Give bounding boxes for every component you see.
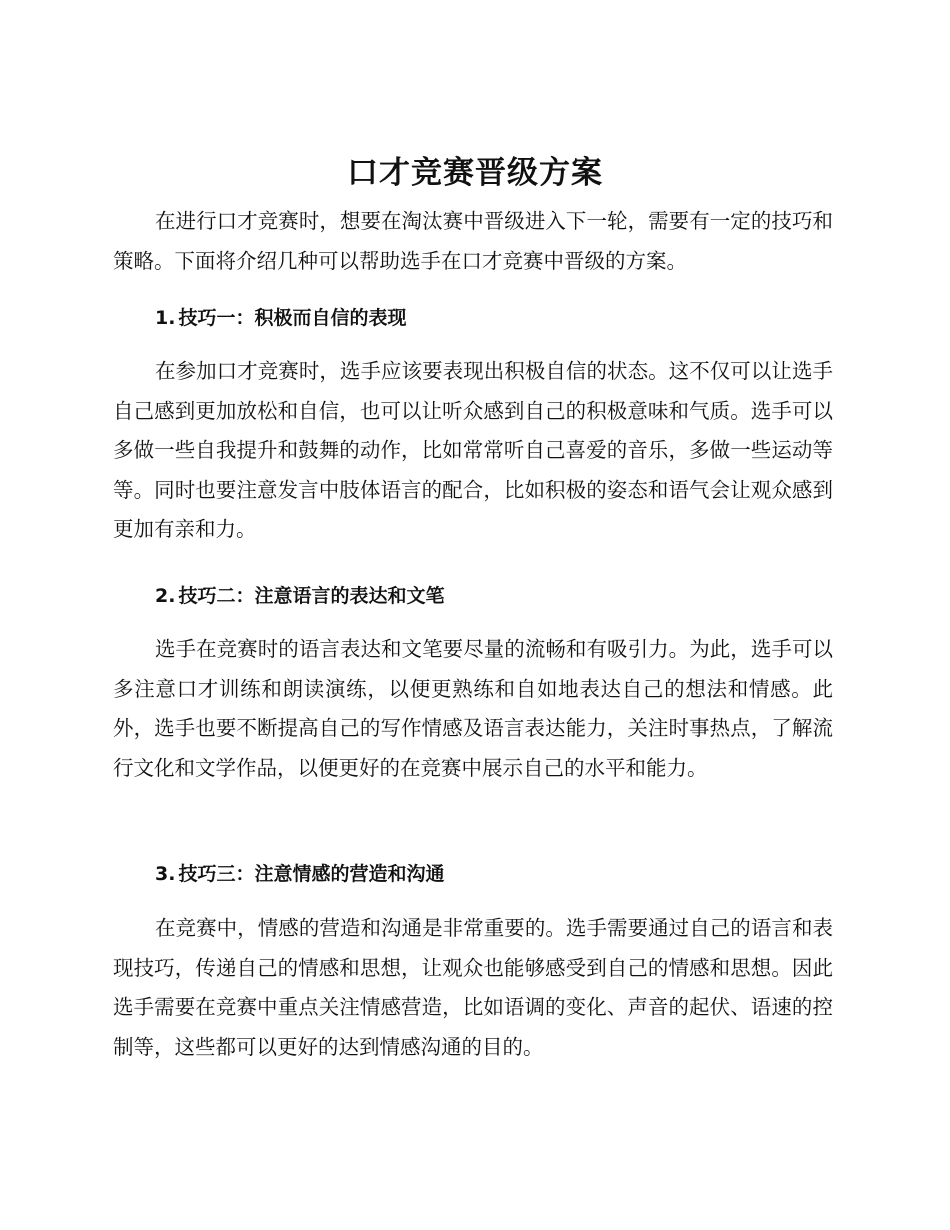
- section-2-heading: [155, 581, 835, 611]
- section-2-number: 2.: [155, 585, 176, 607]
- section-1-title: 技巧一：积极而自信的表现: [178, 307, 407, 329]
- section-1-heading: [155, 303, 835, 333]
- document-title: 口才竞赛晋级方案: [347, 155, 603, 191]
- section-3-paragraph: 在竞赛中，情感的营造和沟通是非常重要的。选手需要通过自己的语言和表现技巧，传递自己的情感和思想，让观众也能够感受到自己的情感和思想。因此选手需要在竞赛中重点关注情感营造，比如语调的变化、声音的起伏、语速的控制等，这些都可以更好的达到情感沟通的目的。: [113, 916, 833, 1059]
- section-2-title: 技巧二：注意语言的表达和文笔: [178, 585, 445, 607]
- section-3-heading: [155, 859, 835, 889]
- intro-paragraph: 在进行口才竞赛时，想要在淘汰赛中晋级进入下一轮，需要有一定的技巧和策略。下面将介绍几种可以帮助选手在口才竞赛中晋级的方案。: [113, 209, 833, 273]
- section-3-number: 3.: [155, 863, 176, 885]
- section-1-number: 1.: [155, 307, 176, 329]
- section-1-paragraph: 在参加口才竞赛时，选手应该要表现出积极自信的状态。这不仅可以让选手自己感到更加放松和自信，也可以让听众感到自己的积极意味和气质。选手可以多做一些自我提升和鼓舞的动作，比如常常听自己喜爱的音乐，多做一些运动等等。同时也要注意发言中肢体语言的配合，比如积极的姿态和语气会让观众感到更加有亲和力。: [113, 359, 833, 541]
- section-3-title: 技巧三：注意情感的营造和沟通: [178, 863, 445, 885]
- section-2-paragraph: 选手在竞赛时的语言表达和文笔要尽量的流畅和有吸引力。为此，选手可以多注意口才训练和朗读演练，以便更熟练和自如地表达自己的想法和情感。此外，选手也要不断提高自己的写作情感及语言表达能力，关注时事热点，了解流行文化和文学作品，以便更好的在竞赛中展示自己的水平和能力。: [113, 637, 833, 780]
